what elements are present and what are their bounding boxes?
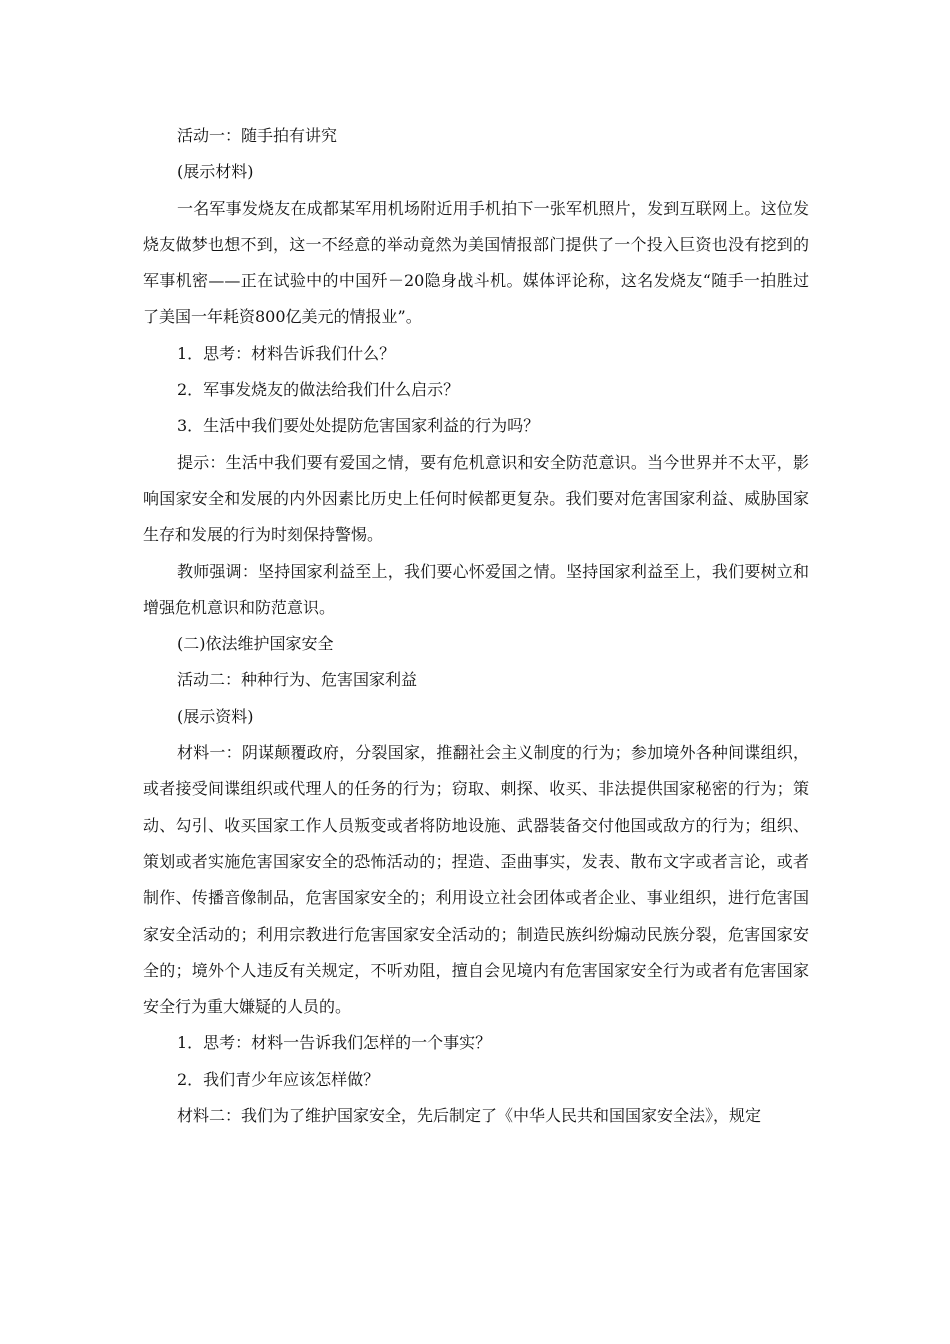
materials-label: (展示材料) bbox=[177, 162, 254, 182]
activity-one-title: 活动一：随手拍有讲究 bbox=[177, 126, 338, 145]
materials-label: (展示资料) bbox=[177, 706, 254, 726]
material-one-paragraph: 材料一：阴谋颠覆政府，分裂国家，推翻社会主义制度的行为；参加境外各种间谍组织，或者接受间谍组织或代理人的任务的行为；窃取、刺探、收买、非法提供国家秘密的行为；策动、勾引、收买国家工作人员叛变或者将防地设施、武器装备交付他国或敌方的行为；组织、策划或者实施危害国家安全的恐怖活动的；捏造、歪曲事实，发表、散布文字或者言论，或者制作、传播音像制品，危害国家安全的；利用设立社会团体或者企业、事业组织，进行危害国家安全活动的；利用宗教进行危害国家安全活动的；制造民族纠纷煽动民族分裂，危害国家安全的；境外个人违反有关规定，不听劝阻，擅自会见境内有危害国家安全行为或者有危害国家安全行为重大嫌疑的人员的。 bbox=[143, 743, 809, 1017]
teacher-emphasis-paragraph: 教师强调：坚持国家利益至上，我们要心怀爱国之情。坚持国家利益至上，我们要树立和增强危机意识和防范意识。 bbox=[143, 561, 809, 617]
activity-two-title: 活动二：种种行为、危害国家利益 bbox=[177, 670, 418, 690]
question-item: 1．思考：材料一告诉我们怎样的一个事实？ bbox=[177, 1033, 492, 1053]
question-item: 1．思考：材料告诉我们什么？ bbox=[177, 343, 396, 363]
question-item: 3．生活中我们要处处提防危害国家利益的行为吗？ bbox=[177, 416, 540, 436]
material-paragraph: 一名军事发烧友在成都某军用机场附近用手机拍下一张军机照片，发到互联网上。这位发烧友做梦也想不到，这一不经意的举动竟然为美国情报部门提供了一个投入巨资也没有挖到的军事机密——正在试验中的中国歼－20隐身战斗机。媒体评论称，这名发烧友“随手一拍胜过了美国一年耗资800亿美元的情报业”。 bbox=[143, 198, 809, 327]
section-two-heading: (二)依法维护国家安全 bbox=[177, 634, 334, 654]
hint-paragraph: 提示：生活中我们要有爱国之情，要有危机意识和安全防范意识。当今世界并不太平，影响国家安全和发展的内外因素比历史上任何时候都更复杂。我们要对危害国家利益、威胁国家生存和发展的行为时刻保持警惕。 bbox=[143, 452, 809, 545]
question-item: 2．军事发烧友的做法给我们什么启示？ bbox=[177, 380, 460, 400]
question-item: 2．我们青少年应该怎样做？ bbox=[177, 1069, 380, 1089]
document-body bbox=[143, 118, 809, 1134]
material-two-paragraph: 材料二：我们为了维护国家安全，先后制定了《中华人民共和国国家安全法》，规定 bbox=[177, 1106, 762, 1126]
